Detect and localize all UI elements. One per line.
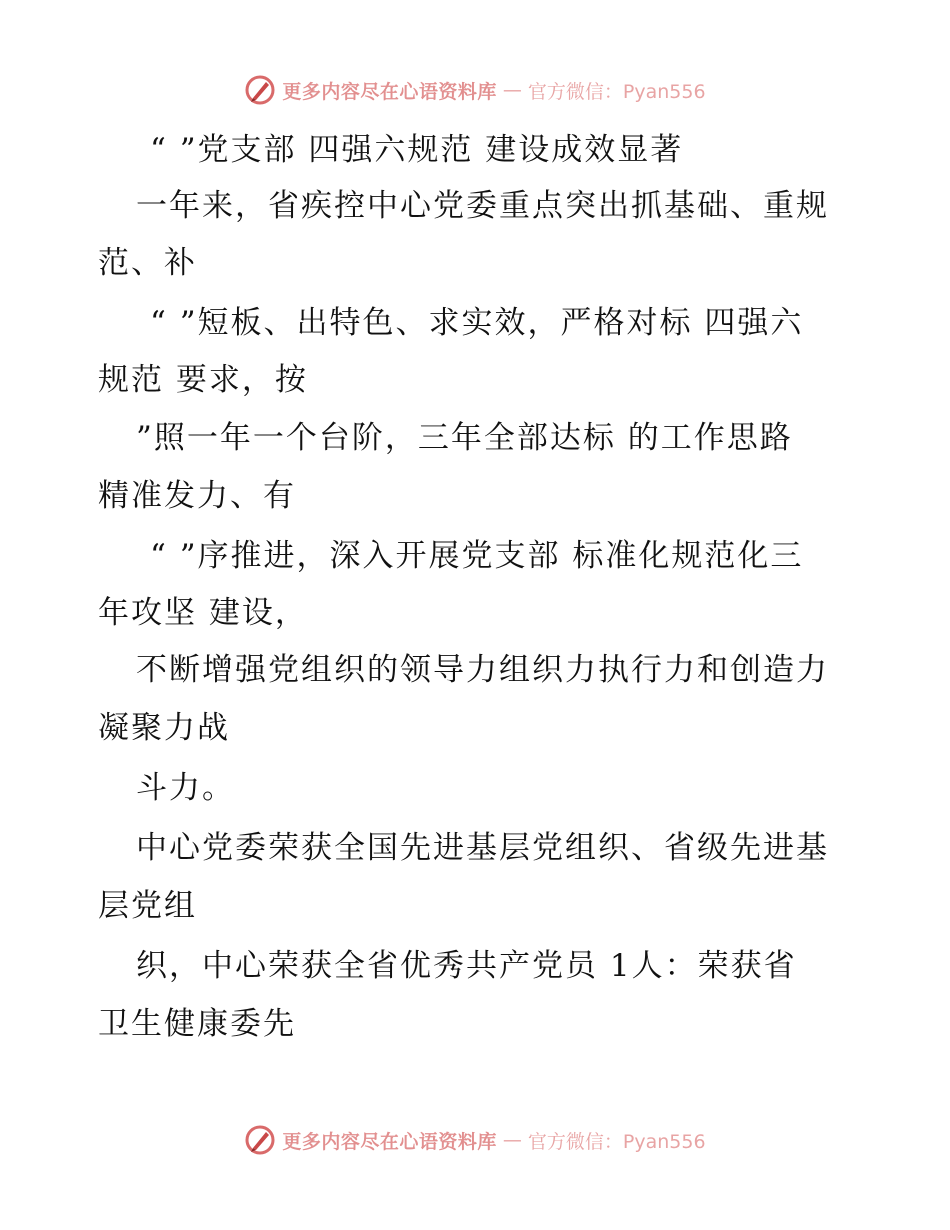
text-line: 精准发力、有 (98, 478, 296, 514)
text-line: 凝聚力战 (98, 710, 230, 746)
watermark-dash: — (502, 79, 522, 101)
text-line: 织，中心荣获全省优秀共产党员 1人：荣获省 (136, 948, 797, 984)
text-line: ”照一年一个台阶，三年全部达标 的工作思路 (136, 420, 793, 456)
text-line: “ ”序推进，深入开展党支部 标准化规范化三 (150, 538, 804, 574)
pen-logo-icon (244, 1124, 276, 1156)
footer-watermark (0, 1120, 950, 1160)
watermark-wechat: 官方微信：Pyan556 (527, 1130, 706, 1153)
heading-line: “ ”党支部 四强六规范 建设成效显著 (150, 132, 684, 168)
watermark-dash: — (502, 1129, 522, 1151)
text-line: 一年来，省疾控中心党委重点突出抓基础、重规 (136, 188, 829, 224)
text-line: 范、补 (98, 245, 197, 281)
text-line: 斗力。 (136, 770, 235, 806)
pen-logo-icon (244, 74, 276, 106)
watermark-wechat: 官方微信：Pyan556 (527, 80, 706, 103)
text-line: 中心党委荣获全国先进基层党组织、省级先进基 (136, 830, 829, 866)
watermark-brand: 更多内容尽在心语资料库 (282, 80, 497, 103)
text-line: “ ”短板、出特色、求实效，严格对标 四强六 (150, 305, 804, 341)
header-watermark (0, 70, 950, 110)
text-line: 年攻坚 建设， (98, 595, 308, 631)
text-line: 层党组 (98, 888, 197, 924)
text-line: 不断增强党组织的领导力组织力执行力和创造力 (136, 652, 829, 688)
watermark-brand: 更多内容尽在心语资料库 (282, 1130, 497, 1153)
text-line: 卫生健康委先 (98, 1006, 296, 1042)
text-line: 规范 要求，按 (98, 362, 308, 398)
